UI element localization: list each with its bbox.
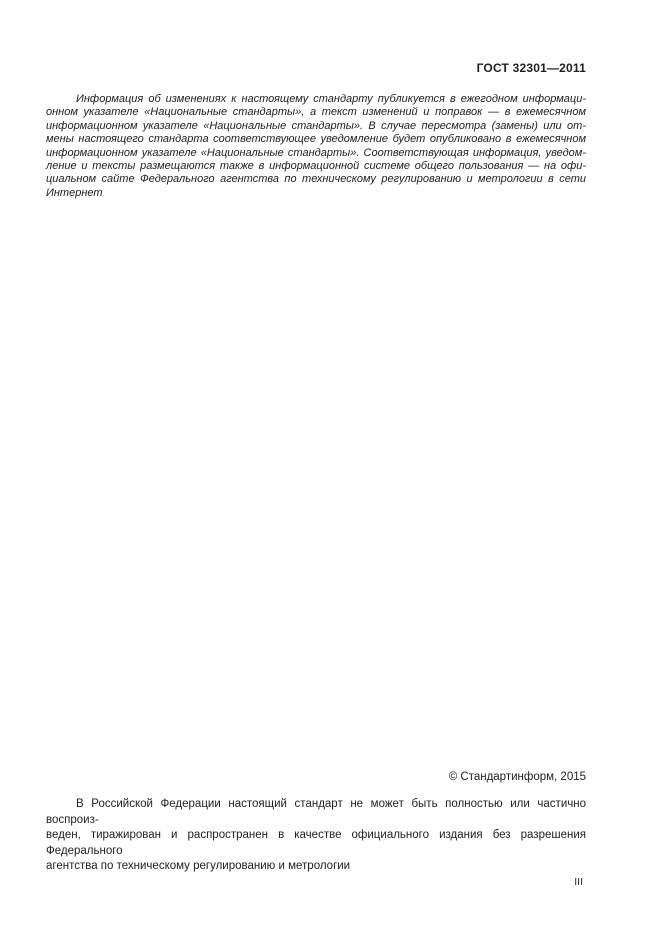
text-line: агентства по техническому регулированию и метрологии: [46, 860, 351, 873]
text-line: информационном указателе «Национальные стандарты». В случае пересмотра (замены) или от-: [46, 119, 586, 132]
text-line: ление и тексты размещаются также в информационной системе общего пользования — на офи-: [46, 160, 586, 173]
text-line: веден, тиражирован и распространен в качестве официального издания без разрешения Федерального: [46, 829, 586, 857]
text-line: информационном указателе «Национальные стандарты». Соответствующая информация, уведом-: [46, 146, 586, 159]
page-number: III: [574, 875, 583, 888]
page-content: [46, 0, 586, 889]
text-line: циальном сайте Федерального агентства по техническому регулированию и метрологии в сети: [46, 173, 586, 186]
text-line: мены настоящего стандарта соответствующее уведомление будет опубликовано в ежемесячном: [46, 133, 586, 146]
text-line: В Российской Федерации настоящий стандарт не может быть полностью или частично воспроиз-: [46, 798, 586, 826]
text-line: онном указателе «Национальные стандарты», а текст изменений и поправок — в ежемесячном: [46, 106, 586, 119]
standard-number-header: ГОСТ 32301—2011: [476, 61, 586, 75]
copyright-line: © Стандартинформ, 2015: [448, 771, 586, 784]
text-line: Интернет: [46, 186, 103, 199]
amendments-notice: [46, 93, 586, 200]
reproduction-notice: [46, 797, 586, 875]
text-line: Информация об изменениях к настоящему стандарту публикуется в ежегодном информаци-: [76, 93, 586, 105]
